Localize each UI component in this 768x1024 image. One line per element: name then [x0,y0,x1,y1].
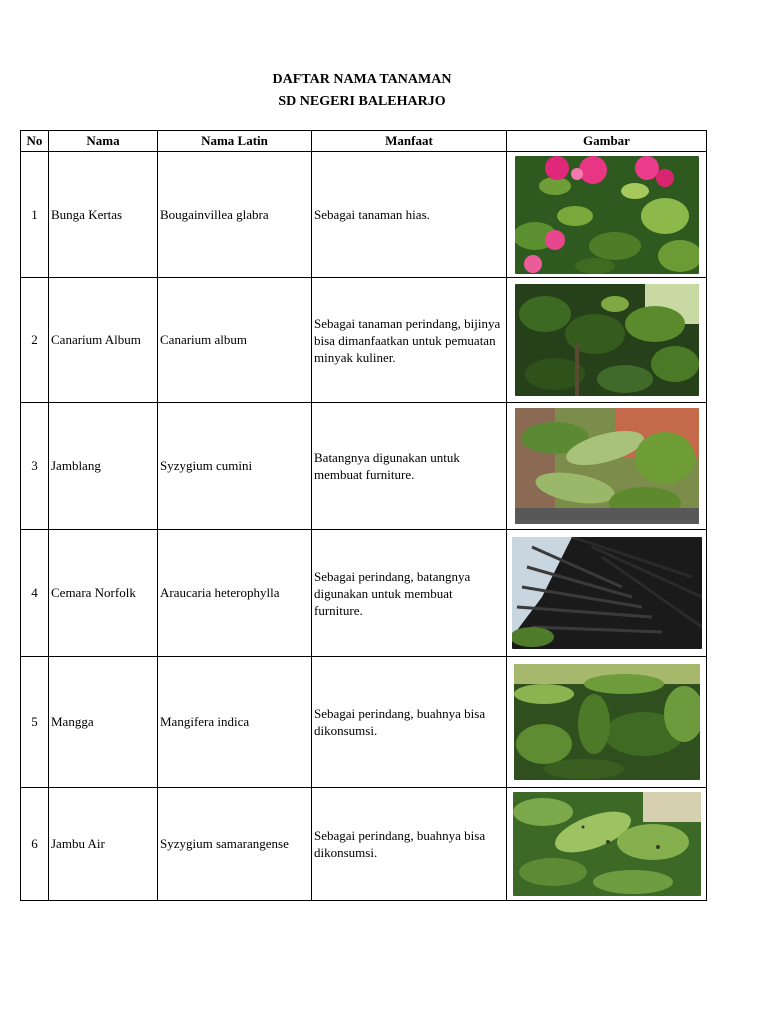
plant-benefit: Sebagai perindang, buahnya bisa dikonsumsi. [312,788,507,901]
plant-image-cell [507,657,707,788]
jambu-air-photo [513,792,701,896]
canarium-photo [515,284,699,396]
table-row [21,152,707,278]
plant-latin-name: Mangifera indica [158,657,312,788]
plant-benefit: Batangnya digunakan untuk membuat furniture. [312,403,507,530]
plant-benefit: Sebagai perindang, buahnya bisa dikonsumsi. [312,657,507,788]
header-manfaat: Manfaat [312,131,507,152]
header-nama-latin: Nama Latin [158,131,312,152]
plant-name: Jamblang [49,403,158,530]
plant-image-cell [507,152,707,278]
row-number: 1 [21,152,49,278]
bougainvillea-photo [515,156,699,274]
plant-name: Mangga [49,657,158,788]
plant-latin-name: Syzygium cumini [158,403,312,530]
jamblang-photo [515,408,699,524]
header-nama: Nama [49,131,158,152]
plant-latin-name: Araucaria heterophylla [158,530,312,657]
plant-latin-name: Syzygium samarangense [158,788,312,901]
table-row [21,788,707,901]
table-row [21,403,707,530]
plant-image-cell [507,403,707,530]
plant-name: Canarium Album [49,278,158,403]
header-gambar: Gambar [507,131,707,152]
row-number: 6 [21,788,49,901]
table-row [21,278,707,403]
table-row [21,530,707,657]
row-number: 3 [21,403,49,530]
plant-name: Cemara Norfolk [49,530,158,657]
plant-benefit: Sebagai tanaman perindang, bijinya bisa dimanfaatkan untuk pemuatan minyak kuliner. [312,278,507,403]
plant-image-cell [507,278,707,403]
table-row [21,657,707,788]
plant-benefit: Sebagai tanaman hias. [312,152,507,278]
header-no: No [21,131,49,152]
table-header-row [21,131,707,152]
mangga-photo [514,664,700,780]
plant-image-cell [507,530,707,657]
row-number: 4 [21,530,49,657]
row-number: 2 [21,278,49,403]
row-number: 5 [21,657,49,788]
plant-image-cell [507,788,707,901]
plant-name: Jambu Air [49,788,158,901]
plant-latin-name: Bougainvillea glabra [158,152,312,278]
plant-name: Bunga Kertas [49,152,158,278]
plant-table [20,130,707,901]
document-title: DAFTAR NAMA TANAMAN [272,72,452,87]
cemara-photo [512,537,702,649]
plant-benefit: Sebagai perindang, batangnya digunakan untuk membuat furniture. [312,530,507,657]
plant-latin-name: Canarium album [158,278,312,403]
document-subtitle: SD NEGERI BALEHARJO [278,94,446,109]
